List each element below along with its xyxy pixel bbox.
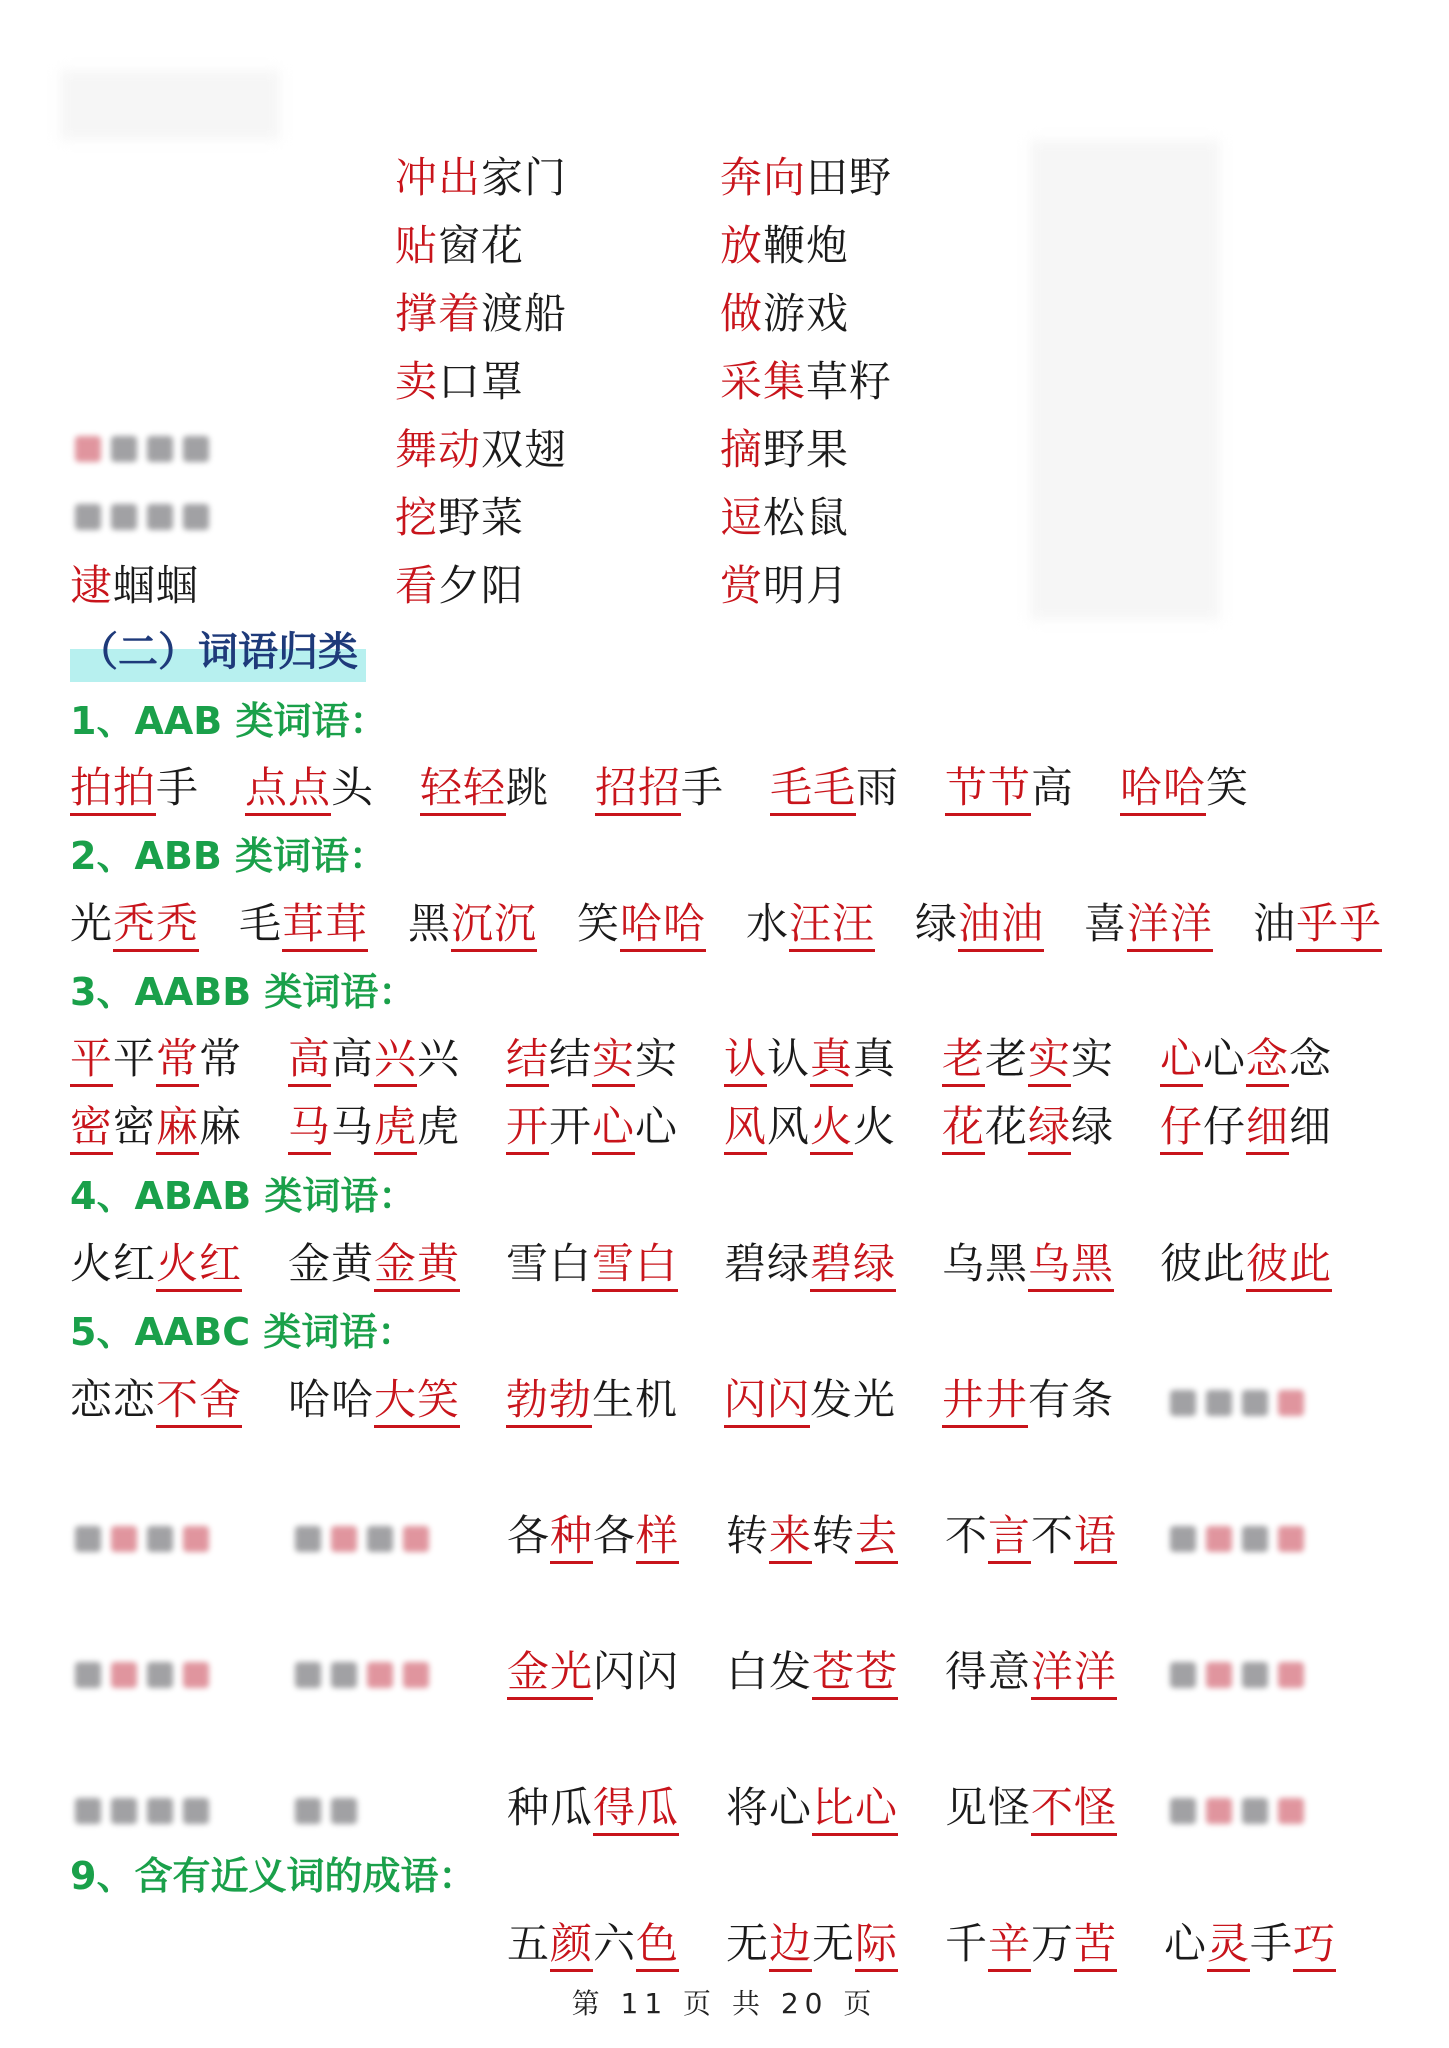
char: 各	[593, 1511, 637, 1560]
char: 念	[1289, 1034, 1333, 1083]
object-text: 明月	[763, 561, 850, 610]
verb-phrase	[395, 419, 567, 481]
idiom	[945, 1777, 1117, 1839]
word-tail: 有条	[1028, 1375, 1115, 1424]
highlight-char: 苦	[1074, 1919, 1117, 1972]
synonym-idiom	[1164, 1913, 1336, 1975]
idiom	[507, 1641, 679, 1703]
highlight-char: 言	[988, 1511, 1031, 1564]
char: 心	[1164, 1919, 1208, 1968]
verb-highlight: 采集	[720, 357, 807, 406]
highlight-char: 老	[942, 1034, 985, 1087]
char: 密	[113, 1102, 157, 1151]
aabc-word	[724, 1369, 896, 1431]
char: 六	[593, 1919, 637, 1968]
highlight-part: 闪闪	[724, 1375, 810, 1428]
word-head: 绿	[915, 899, 959, 948]
object-text: 家门	[481, 153, 568, 202]
char: 认	[767, 1034, 811, 1083]
blurred-text	[1165, 1520, 1309, 1560]
highlight-char: 细	[1246, 1102, 1289, 1155]
highlight-part: 不怪	[1031, 1783, 1117, 1836]
highlight-char: 风	[724, 1102, 767, 1155]
highlight-char: 密	[70, 1102, 113, 1155]
char: 结	[549, 1034, 593, 1083]
highlight-part: 勃勃	[506, 1375, 592, 1428]
abab-word	[1160, 1233, 1332, 1295]
abb-word	[70, 893, 199, 955]
highlight-char: 去	[855, 1511, 898, 1564]
aab-word	[420, 757, 549, 819]
char: 火	[853, 1102, 897, 1151]
object-text: 口罩	[438, 357, 525, 406]
aabb-word	[506, 1028, 678, 1090]
aabb-word	[70, 1028, 242, 1090]
word-head: 火红	[70, 1239, 157, 1288]
highlight-char: 麻	[156, 1102, 199, 1155]
repeated-part: 彼此	[1246, 1239, 1332, 1292]
char: 不	[1031, 1511, 1075, 1560]
aabb-word	[724, 1028, 896, 1090]
char: 无	[726, 1919, 770, 1968]
char: 转	[812, 1511, 856, 1560]
char: 转	[726, 1511, 770, 1560]
blurred-text	[70, 498, 214, 538]
highlight-part: 大笑	[374, 1375, 460, 1428]
char: 真	[853, 1034, 897, 1083]
blurred-text	[290, 1792, 362, 1832]
highlight-char: 实	[1028, 1034, 1071, 1087]
synonym-idiom	[507, 1913, 679, 1975]
object-text: 松鼠	[763, 493, 850, 542]
idiom-rest: 将心	[726, 1783, 813, 1832]
verb-phrase	[720, 215, 849, 277]
word-head: 水	[746, 899, 790, 948]
faded-background-block	[1030, 140, 1220, 620]
idiom	[726, 1505, 898, 1567]
object-text: 夕阳	[438, 561, 525, 610]
word-tail: 发光	[810, 1375, 897, 1424]
verb-highlight: 看	[395, 561, 439, 610]
blurred-text	[70, 1520, 214, 1560]
aabb-word	[288, 1028, 460, 1090]
idiom-rest: 闪闪	[593, 1647, 680, 1696]
blurred-text	[290, 1656, 434, 1696]
char: 实	[1071, 1034, 1115, 1083]
repeated-part: 金黄	[374, 1239, 460, 1292]
highlight-char: 常	[156, 1034, 199, 1087]
highlight-char: 结	[506, 1034, 549, 1087]
aab-word	[945, 757, 1074, 819]
word-head: 恋恋	[70, 1375, 157, 1424]
aab-heading: 1、AAB 类词语：	[70, 699, 388, 743]
synonym-idiom	[945, 1913, 1117, 1975]
char: 开	[549, 1102, 593, 1151]
char: 各	[507, 1511, 551, 1560]
word-head: 油	[1253, 899, 1297, 948]
verb-phrase	[720, 351, 892, 413]
highlight-char: 平	[70, 1034, 113, 1087]
aabb-word	[1160, 1028, 1332, 1090]
verb-phrase	[395, 283, 567, 345]
char: 实	[635, 1034, 679, 1083]
word-tail: 笑	[1206, 763, 1250, 812]
char: 仔	[1203, 1102, 1247, 1151]
highlight-part: 得瓜	[593, 1783, 679, 1836]
highlight-char: 兴	[374, 1034, 417, 1087]
verb-phrase	[395, 555, 524, 617]
highlight-part: 金光	[507, 1647, 593, 1700]
highlight-char: 样	[636, 1511, 679, 1564]
char: 细	[1289, 1102, 1333, 1151]
reduplicated-part: 油油	[958, 899, 1044, 952]
verb-highlight: 放	[720, 221, 764, 270]
verb-highlight: 卖	[395, 357, 439, 406]
verb-phrase	[720, 419, 849, 481]
object-text: 鞭炮	[763, 221, 850, 270]
blurred-text	[290, 1520, 434, 1560]
page-number-footer: 第 11 页 共 20 页	[571, 1987, 878, 2020]
reduplicated-part: 沉沉	[451, 899, 537, 952]
reduplicated-part: 哈哈	[1120, 763, 1206, 816]
aabb-word	[1160, 1096, 1332, 1158]
object-text: 双翅	[481, 425, 568, 474]
highlight-char: 语	[1074, 1511, 1117, 1564]
repeated-part: 乌黑	[1028, 1239, 1114, 1292]
aabc-word	[942, 1369, 1114, 1431]
object-text: 渡船	[481, 289, 568, 338]
aabc-word	[70, 1369, 242, 1431]
verb-phrase	[395, 487, 524, 549]
char: 麻	[199, 1102, 243, 1151]
char: 兴	[417, 1034, 461, 1083]
abab-word	[288, 1233, 460, 1295]
char: 手	[1250, 1919, 1294, 1968]
abab-heading: 4、ABAB 类词语：	[70, 1174, 417, 1218]
highlight-char: 巧	[1293, 1919, 1336, 1972]
blurred-text	[1165, 1384, 1309, 1424]
highlight-char: 灵	[1207, 1919, 1250, 1972]
highlight-char: 高	[288, 1034, 331, 1087]
idiom	[726, 1641, 898, 1703]
highlight-char: 来	[769, 1511, 812, 1564]
word-head: 喜	[1084, 899, 1128, 948]
abb-heading: 2、ABB 类词语：	[70, 834, 388, 878]
idiom	[726, 1777, 898, 1839]
highlight-char: 心	[592, 1102, 635, 1155]
blurred-text	[70, 1792, 214, 1832]
char: 花	[985, 1102, 1029, 1151]
idiom	[945, 1641, 1117, 1703]
reduplicated-part: 汪汪	[789, 899, 875, 952]
verb-phrase	[720, 283, 849, 345]
highlight-char: 绿	[1028, 1102, 1071, 1155]
word-head: 碧绿	[724, 1239, 811, 1288]
verb-highlight: 冲出	[395, 153, 482, 202]
aab-word	[770, 757, 899, 819]
verb-highlight: 逗	[720, 493, 764, 542]
repeated-part: 碧绿	[810, 1239, 896, 1292]
blurred-text	[1165, 1792, 1309, 1832]
verb-highlight: 逮	[70, 561, 114, 610]
idiom	[507, 1777, 679, 1839]
abb-word	[746, 893, 875, 955]
reduplicated-part: 茸茸	[282, 899, 368, 952]
reduplicated-part: 洋洋	[1127, 899, 1213, 952]
verb-highlight: 奔向	[720, 153, 807, 202]
highlight-part: 苍苍	[812, 1647, 898, 1700]
abab-word	[942, 1233, 1114, 1295]
idiom	[507, 1505, 679, 1567]
object-text: 游戏	[763, 289, 850, 338]
char: 绿	[1071, 1102, 1115, 1151]
faded-background-block	[60, 70, 280, 140]
reduplicated-part: 点点	[245, 763, 331, 816]
aab-word	[245, 757, 374, 819]
verb-highlight: 舞动	[395, 425, 482, 474]
word-head: 毛	[239, 899, 283, 948]
reduplicated-part: 招招	[595, 763, 681, 816]
word-head: 乌黑	[942, 1239, 1029, 1288]
verb-highlight: 挖	[395, 493, 439, 542]
abab-word	[506, 1233, 678, 1295]
reduplicated-part: 秃秃	[113, 899, 199, 952]
object-text: 蝈蝈	[113, 561, 200, 610]
highlight-char: 认	[724, 1034, 767, 1087]
highlight-char: 颜	[550, 1919, 593, 1972]
reduplicated-part: 轻轻	[420, 763, 506, 816]
verb-phrase	[395, 351, 524, 413]
char: 虎	[417, 1102, 461, 1151]
reduplicated-part: 毛毛	[770, 763, 856, 816]
abb-word	[1084, 893, 1213, 955]
char: 风	[767, 1102, 811, 1151]
idiom-rest: 得意	[945, 1647, 1032, 1696]
char: 常	[199, 1034, 243, 1083]
aabb-word	[942, 1096, 1114, 1158]
verb-phrase	[720, 487, 849, 549]
verb-phrase	[720, 147, 892, 209]
verb-highlight: 摘	[720, 425, 764, 474]
verb-phrase	[395, 215, 524, 277]
word-tail: 手	[681, 763, 725, 812]
highlight-part: 井井	[942, 1375, 1028, 1428]
abab-word	[70, 1233, 242, 1295]
char: 五	[507, 1919, 551, 1968]
abab-word	[724, 1233, 896, 1295]
highlight-char: 边	[769, 1919, 812, 1972]
reduplicated-part: 乎乎	[1296, 899, 1382, 952]
aabc-heading: 5、AABC 类词语：	[70, 1310, 416, 1354]
abb-word	[239, 893, 368, 955]
word-head: 笑	[577, 899, 621, 948]
object-text: 草籽	[806, 357, 893, 406]
repeated-part: 火红	[156, 1239, 242, 1292]
char: 万	[1031, 1919, 1075, 1968]
aabb-word	[288, 1096, 460, 1158]
word-tail: 生机	[592, 1375, 679, 1424]
verb-phrase	[395, 147, 567, 209]
idiom-rest: 白发	[726, 1647, 813, 1696]
word-tail: 雨	[856, 763, 900, 812]
highlight-char: 虎	[374, 1102, 417, 1155]
reduplicated-part: 拍拍	[70, 763, 156, 816]
highlight-char: 实	[592, 1034, 635, 1087]
synonym-idiom	[726, 1913, 898, 1975]
aabb-word	[506, 1096, 678, 1158]
aabb-word	[70, 1096, 242, 1158]
aabb-word	[942, 1028, 1114, 1090]
verb-highlight: 贴	[395, 221, 439, 270]
object-text: 野果	[763, 425, 850, 474]
word-tail: 手	[156, 763, 200, 812]
char: 心	[1203, 1034, 1247, 1083]
verb-phrase	[720, 555, 849, 617]
char: 平	[113, 1034, 157, 1083]
object-text: 窗花	[438, 221, 525, 270]
section-title: （二）词语归类	[70, 622, 366, 682]
verb-highlight: 赏	[720, 561, 764, 610]
aabb-word	[724, 1096, 896, 1158]
highlight-char: 开	[506, 1102, 549, 1155]
word-head: 彼此	[1160, 1239, 1247, 1288]
highlight-char: 际	[855, 1919, 898, 1972]
char: 无	[812, 1919, 856, 1968]
verb-highlight: 做	[720, 289, 764, 338]
object-text: 田野	[806, 153, 893, 202]
blurred-text	[70, 1656, 214, 1696]
reduplicated-part: 哈哈	[620, 899, 706, 952]
char: 马	[331, 1102, 375, 1151]
synonym-idiom-heading: 9、含有近义词的成语：	[70, 1854, 477, 1898]
highlight-part: 不舍	[156, 1375, 242, 1428]
highlight-part: 比心	[812, 1783, 898, 1836]
word-head: 黑	[408, 899, 452, 948]
word-head: 光	[70, 899, 114, 948]
highlight-char: 色	[636, 1919, 679, 1972]
abb-word	[408, 893, 537, 955]
highlight-char: 仔	[1160, 1102, 1203, 1155]
repeated-part: 雪白	[592, 1239, 678, 1292]
abb-word	[915, 893, 1044, 955]
aabb-heading: 3、AABB 类词语：	[70, 970, 417, 1014]
aab-word	[1120, 757, 1249, 819]
word-head: 金黄	[288, 1239, 375, 1288]
char: 老	[985, 1034, 1029, 1083]
highlight-part: 洋洋	[1031, 1647, 1117, 1700]
word-tail: 高	[1031, 763, 1075, 812]
highlight-char: 心	[1160, 1034, 1203, 1087]
object-text: 野菜	[438, 493, 525, 542]
aabc-word	[288, 1369, 460, 1431]
blurred-text	[1165, 1656, 1309, 1696]
highlight-char: 火	[810, 1102, 853, 1155]
reduplicated-part: 节节	[945, 763, 1031, 816]
aab-word	[595, 757, 724, 819]
word-tail: 跳	[506, 763, 550, 812]
highlight-char: 花	[942, 1102, 985, 1155]
abb-word	[577, 893, 706, 955]
char: 千	[945, 1919, 989, 1968]
char: 高	[331, 1034, 375, 1083]
word-head: 雪白	[506, 1239, 593, 1288]
aabc-word	[506, 1369, 678, 1431]
highlight-char: 马	[288, 1102, 331, 1155]
word-tail: 头	[331, 763, 375, 812]
highlight-char: 真	[810, 1034, 853, 1087]
highlight-char: 念	[1246, 1034, 1289, 1087]
blurred-text	[70, 430, 214, 470]
verb-phrase	[70, 555, 199, 617]
idiom-rest: 种瓜	[507, 1783, 594, 1832]
idiom-rest: 见怪	[945, 1783, 1032, 1832]
highlight-char: 辛	[988, 1919, 1031, 1972]
char: 心	[635, 1102, 679, 1151]
char: 不	[945, 1511, 989, 1560]
aab-word	[70, 757, 199, 819]
word-head: 哈哈	[288, 1375, 375, 1424]
highlight-char: 种	[550, 1511, 593, 1564]
verb-highlight: 撑着	[395, 289, 482, 338]
abb-word	[1253, 893, 1382, 955]
idiom	[945, 1505, 1117, 1567]
